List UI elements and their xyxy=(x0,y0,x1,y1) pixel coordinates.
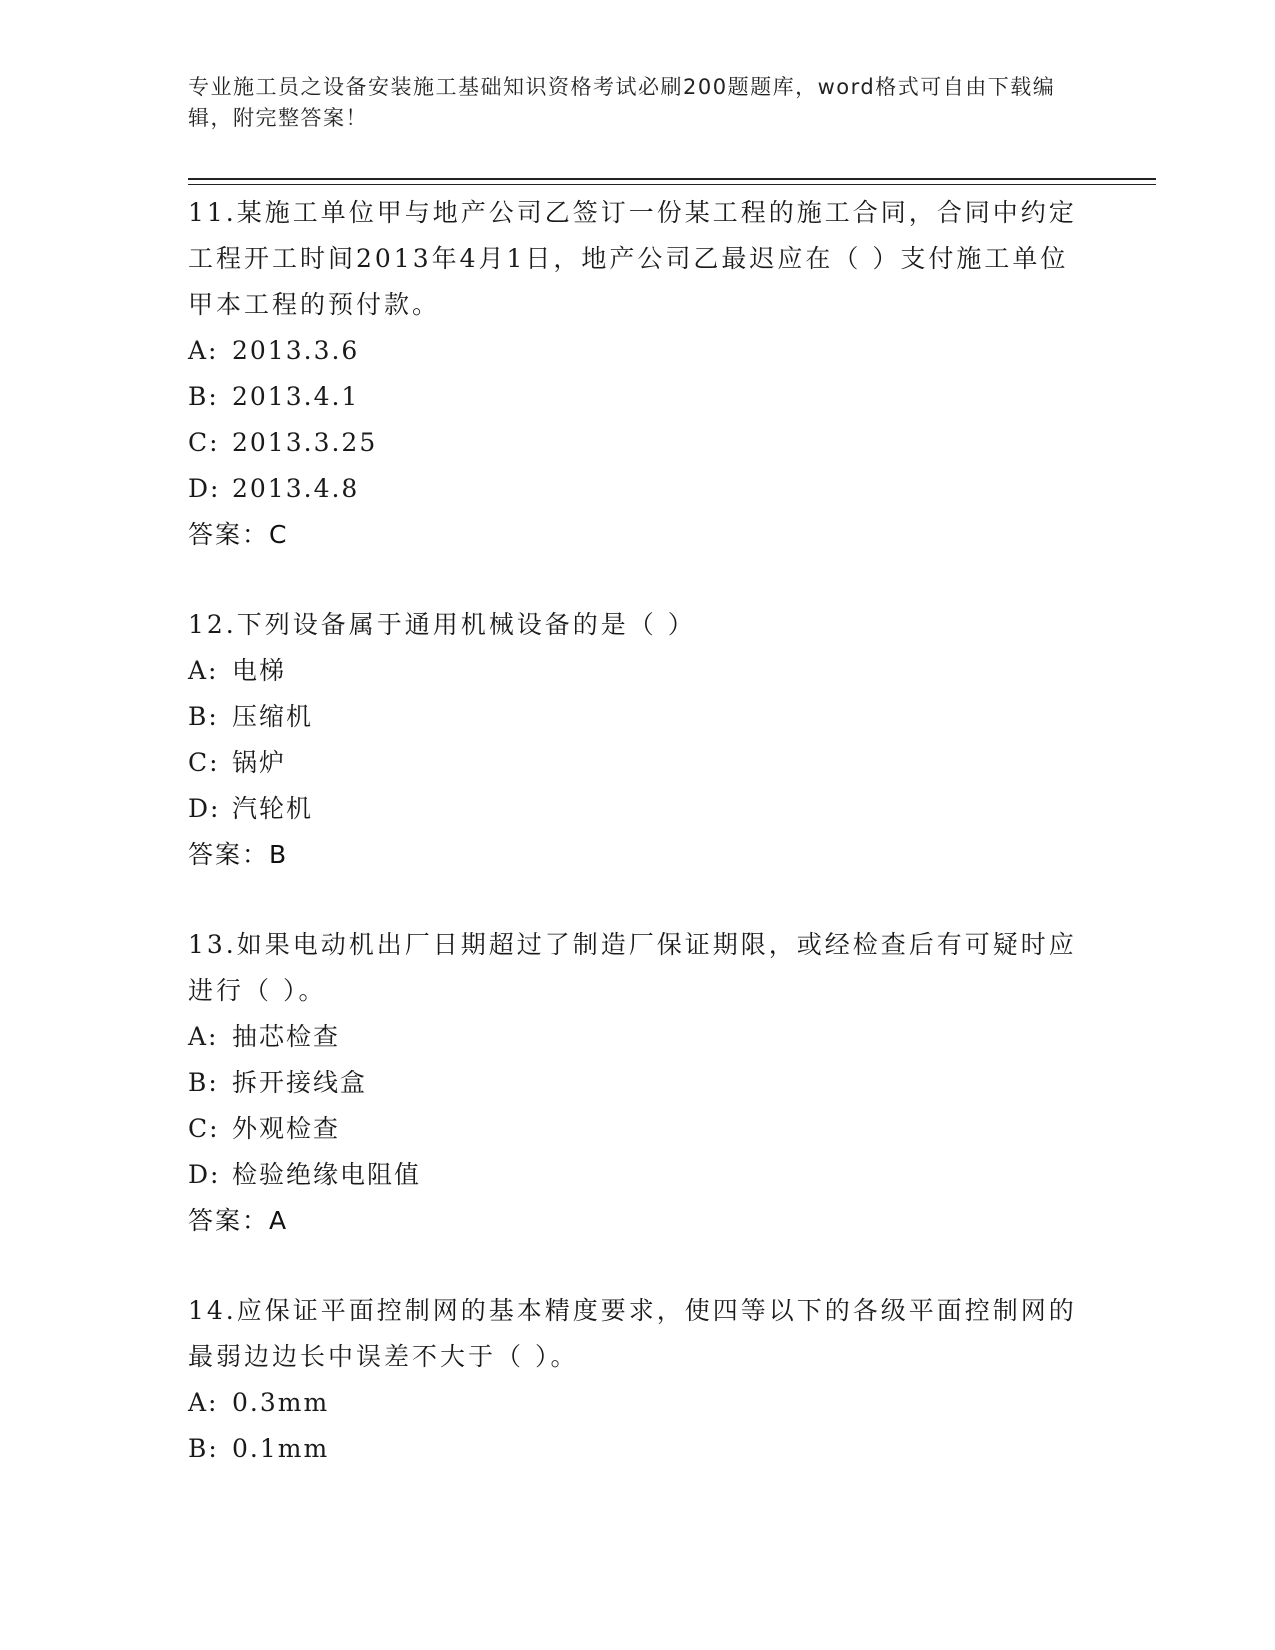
question-list xyxy=(188,190,1108,1516)
question-14 xyxy=(188,1288,1108,1472)
option-text: 压缩机 xyxy=(232,702,314,731)
option-letter: A: xyxy=(188,336,219,365)
option-text: 2013.3.25 xyxy=(232,428,378,457)
document-header: 专业施工员之设备安装施工基础知识资格考试必刷200题题库，word格式可自由下载编辑，附完整答案！ xyxy=(188,75,1056,130)
option-letter: A: xyxy=(188,1022,219,1051)
option-text: 抽芯检查 xyxy=(232,1022,341,1051)
question-11 xyxy=(188,190,1108,558)
answer: 答案：C xyxy=(188,520,289,549)
option-c xyxy=(188,420,1108,466)
option-letter: B: xyxy=(188,1434,219,1463)
header-rule-thin xyxy=(188,184,1156,185)
answer: 答案：B xyxy=(188,840,289,869)
option-letter: D: xyxy=(188,474,221,503)
header-rule-thick xyxy=(188,178,1156,180)
option-b xyxy=(188,694,1108,740)
option-a xyxy=(188,1380,1108,1426)
option-letter: D: xyxy=(188,794,221,823)
option-text: 2013.3.6 xyxy=(232,336,360,365)
option-c xyxy=(188,740,1108,786)
option-letter: B: xyxy=(188,1068,219,1097)
option-text: 电梯 xyxy=(232,656,287,685)
question-stem: 13.如果电动机出厂日期超过了制造厂保证期限，或经检查后有可疑时应进行（ ）。 xyxy=(188,930,1077,1005)
option-text: 2013.4.1 xyxy=(232,382,360,411)
option-text: 拆开接线盒 xyxy=(232,1068,368,1097)
option-letter: C: xyxy=(188,428,220,457)
option-text: 外观检查 xyxy=(232,1114,341,1143)
option-text: 0.1mm xyxy=(232,1434,330,1463)
option-d xyxy=(188,786,1108,832)
option-b xyxy=(188,1060,1108,1106)
option-b xyxy=(188,1426,1108,1472)
option-c xyxy=(188,1106,1108,1152)
answer: 答案：A xyxy=(188,1206,289,1235)
option-letter: A: xyxy=(188,656,219,685)
option-text: 检验绝缘电阻值 xyxy=(232,1160,422,1189)
option-a xyxy=(188,648,1108,694)
option-letter: B: xyxy=(188,382,219,411)
question-13 xyxy=(188,922,1108,1244)
option-d xyxy=(188,466,1108,512)
option-letter: A: xyxy=(188,1388,219,1417)
option-letter: C: xyxy=(188,748,220,777)
option-text: 锅炉 xyxy=(232,748,287,777)
option-text: 2013.4.8 xyxy=(232,474,360,503)
option-text: 汽轮机 xyxy=(232,794,314,823)
option-letter: B: xyxy=(188,702,219,731)
option-text: 0.3mm xyxy=(232,1388,330,1417)
option-letter: C: xyxy=(188,1114,220,1143)
question-stem: 11.某施工单位甲与地产公司乙签订一份某工程的施工合同，合同中约定工程开工时间2013年4月1日，地产公司乙最迟应在（ ）支付施工单位甲本工程的预付款。 xyxy=(188,198,1077,319)
question-stem: 14.应保证平面控制网的基本精度要求，使四等以下的各级平面控制网的最弱边边长中误差不大于（ ）。 xyxy=(188,1296,1077,1371)
option-letter: D: xyxy=(188,1160,221,1189)
option-a xyxy=(188,1014,1108,1060)
option-b xyxy=(188,374,1108,420)
option-d xyxy=(188,1152,1108,1198)
question-stem: 12.下列设备属于通用机械设备的是（ ） xyxy=(188,610,696,639)
question-12 xyxy=(188,602,1108,878)
option-a xyxy=(188,328,1108,374)
